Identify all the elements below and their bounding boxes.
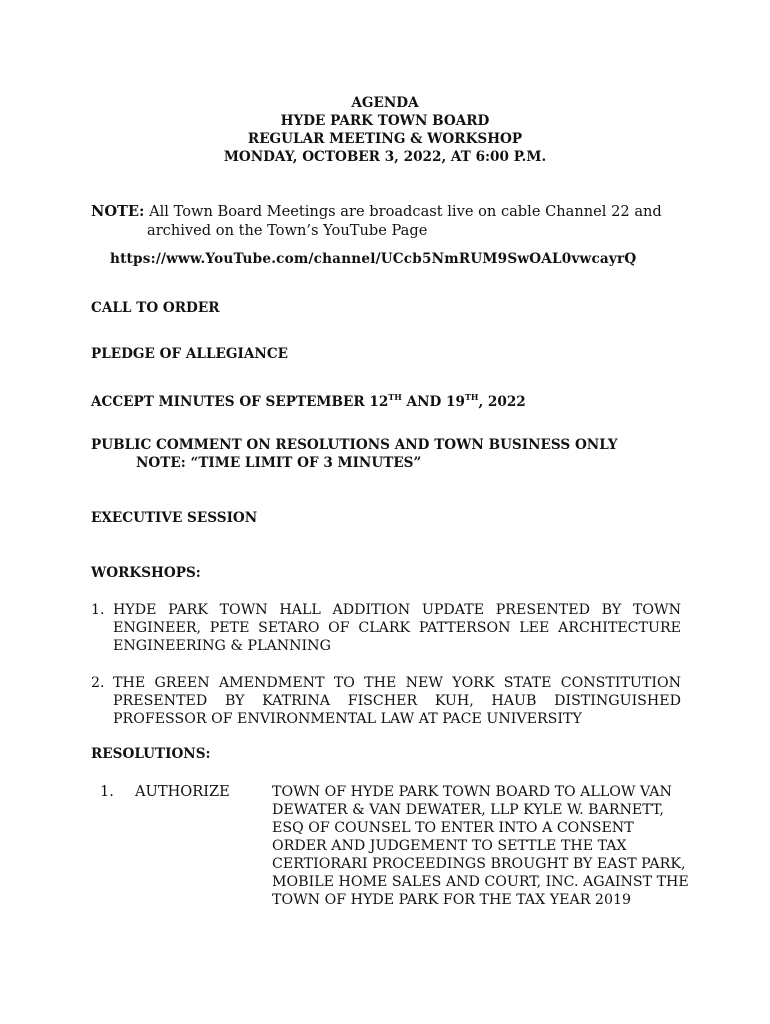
meeting-date: MONDAY, OCTOBER 3, 2022, AT 6:00 P.M. — [223, 149, 547, 165]
workshop-text: HYDE PARK TOWN HALL ADDITION UPDATE PRESENTED BY TOWN ENGINEER, PETE SETARO OF CLARK PATTERSON LEE ARCHITECTURE ENGINEERING & PLANNING — [113, 602, 681, 654]
call-to-order: CALL TO ORDER — [91, 300, 220, 316]
note-text-line2: archived on the Town’s YouTube Page — [147, 222, 428, 239]
public-comment-note: NOTE: “TIME LIMIT OF 3 MINUTES” — [136, 455, 422, 471]
workshops-heading: WORKSHOPS: — [91, 565, 201, 581]
minutes-mid: AND 19 — [401, 394, 465, 410]
note-text-line1: All Town Board Meetings are broadcast live on cable Channel 22 and — [149, 203, 662, 220]
note-label: NOTE: — [91, 203, 145, 220]
board-name: HYDE PARK TOWN BOARD — [280, 113, 490, 129]
resolution-text: TOWN OF HYDE PARK TOWN BOARD TO ALLOW VAN DEWATER & VAN DEWATER, LLP KYLE W. BARNETT, ESQ OF COUNSEL TO ENTER INTO A CONSENT ORDER AND JUDGEMENT TO SETTLE THE TAX CERTIORARI PROCEEDINGS BROUGHT BY EAST PARK, MOBILE HOME SALES AND COURT, INC. AGAINST THE TOWN OF HYDE PARK FOR THE TAX YEAR 2019 — [272, 784, 689, 908]
minutes-sup-1: TH — [388, 392, 402, 402]
pledge-of-allegiance: PLEDGE OF ALLEGIANCE — [91, 346, 289, 362]
minutes-prefix: ACCEPT MINUTES OF SEPTEMBER 12 — [91, 394, 389, 410]
workshop-text: THE GREEN AMENDMENT TO THE NEW YORK STATE CONSTITUTION PRESENTED BY KATRINA FISCHER KUH, HAUB DISTINGUISHED PROFESSOR OF ENVIRONMENTAL LAW AT PACE UNIVERSITY — [113, 675, 681, 727]
workshop-number: 2. — [91, 675, 105, 691]
public-comment: PUBLIC COMMENT ON RESOLUTIONS AND TOWN BUSINESS ONLY — [91, 437, 618, 453]
workshop-item — [91, 601, 681, 655]
resolutions-heading: RESOLUTIONS: — [91, 746, 211, 762]
accept-minutes — [91, 392, 526, 410]
minutes-suffix: , 2022 — [478, 394, 526, 410]
youtube-url[interactable]: https://www.YouTube.com/channel/UCcb5NmRUM9SwOAL0vwcayrQ — [110, 251, 637, 267]
resolution-number: 1. — [100, 783, 114, 800]
minutes-sup-2: TH — [464, 392, 479, 402]
workshop-item — [91, 674, 681, 728]
meeting-type: REGULAR MEETING & WORKSHOP — [247, 131, 523, 147]
executive-session: EXECUTIVE SESSION — [91, 510, 258, 526]
workshop-number: 1. — [91, 602, 105, 618]
resolution-action: AUTHORIZE — [135, 783, 230, 800]
agenda-title: AGENDA — [351, 95, 419, 111]
broadcast-note — [91, 202, 691, 240]
